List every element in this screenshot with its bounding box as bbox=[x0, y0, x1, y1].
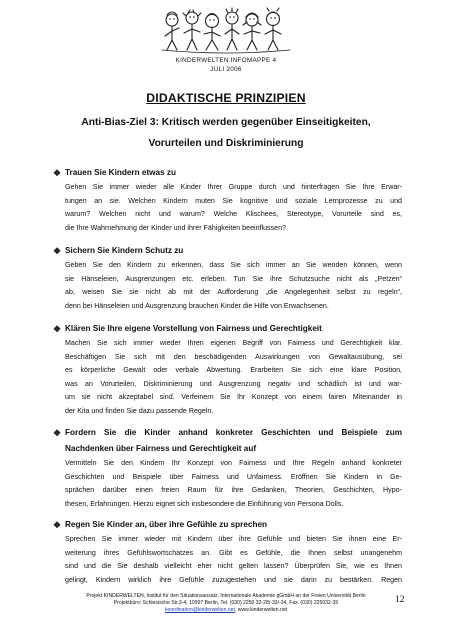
section-geschichten bbox=[53, 427, 402, 511]
diamond-bullet-icon: ❖ bbox=[53, 520, 62, 530]
section-body: Geben Sie den Kindern zu erkennen, dass Sie sich immer an Sie wenden können, wenn sie Hänseleien, Ausgrenzungen etc. erleben. Tun Sie ihre Schutzsuche nicht als „Petzen“ ab, weisen Sie sie nicht ab mit der Aufforderung „die Angelegenheit selbst zu regeln“, denn bei Hänseleien und Ausgrenzung brauchen Kinder die Hilfe von Erwachsenen. bbox=[65, 261, 402, 310]
subtitle-line-1: Anti-Bias-Ziel 3: Kritisch werden gegenüber Einseitigkeiten, bbox=[81, 117, 371, 128]
section-fairness bbox=[53, 323, 402, 419]
section-schutz bbox=[53, 245, 402, 313]
section-heading: ❖ Regen Sie Kinder an, über ihre Gefühle zu sprechen bbox=[53, 520, 268, 530]
section-gefuehle bbox=[53, 519, 402, 587]
section-heading: ❖ Trauen Sie Kindern etwas zu bbox=[53, 168, 177, 178]
footer-line-1: Projekt KINDERWELTEN, Institut für den Situationsansatz, Internationale Akademie gGmbH an der Freien Universität Berlin bbox=[86, 593, 366, 599]
footer-line-2: Projektbüro: Schlesische Str.3-4, 10997 Berlin, Tel. (030) 2250 32-28/-33/-34, Fax. (030) 225032-35 bbox=[113, 600, 339, 606]
section-heading: ❖ Sichern Sie Kindern Schutz zu bbox=[53, 246, 184, 256]
page-title: DIDAKTISCHE PRINZIPIEN bbox=[146, 91, 306, 105]
page-number: 12 bbox=[395, 595, 405, 605]
subtitle-line-2: Vorurteilen und Diskriminierung bbox=[148, 138, 304, 149]
footer-contact bbox=[0, 607, 452, 614]
section-heading: ❖ Klären Sie Ihre eigene Vorstellung von Fairness und Gerechtigkeit bbox=[53, 324, 322, 334]
section-trauen bbox=[53, 167, 402, 235]
diamond-bullet-icon: ❖ bbox=[53, 168, 62, 178]
date-label: JULI 2006 bbox=[210, 66, 242, 73]
section-heading: ❖ Fordern Sie die Kinder anhand konkreter Geschichten und Beispiele zum bbox=[53, 428, 402, 438]
infomappe-label: KINDERWELTEN INFOMAPPE 4 bbox=[175, 57, 277, 64]
kinderwelten-logo bbox=[158, 6, 294, 56]
diamond-bullet-icon: ❖ bbox=[53, 324, 62, 334]
footer-web[interactable]: , www.kinderwelten.net bbox=[234, 607, 288, 613]
section-heading-line-2: Nachdenken über Fairness und Gerechtigkeit auf bbox=[65, 444, 257, 453]
section-body: Gehen Sie immer wieder alle Kinder Ihrer Gruppe durch und hinterfragen Sie Ihre Erwar- tungen an sie. Welchen Kindern muten Sie kognitive und soziale Lernprozesse zu und warum? Welchen nicht und warum? Welche Klischees, Stereotype, Vorurteile sind es, die Ihre Wahrnehmung der Kinder und ihrer Fähigkeiten beeinflussen? bbox=[65, 183, 402, 232]
section-body: Sprechen Sie immer wieder mit Kindern über ihre Gefühle und bieten Sie ihnen eine Er- weiterung ihres Gefühlswortschatzes an. Gibt es Gefühle, die Ihnen selbst unangenehm sind und die Sie deshalb vielleicht eher nicht gelten lassen? Überprüfen Sie, wie es Ihnen gelingt, Kindern wirklich ihre Gefühle zuzugestehen und sie darin zu bestärken. Regen bbox=[65, 535, 402, 584]
section-body: Machen Sie sich immer wieder Ihren eigenen Begriff von Fairness und Gerechtigkeit klar. Beschäftigen Sie sich mit den beschädigenden Auswirkungen von Gewaltausübung, sei es körperliche Gewalt oder verbale Abwertung. Erarbeiten Sie sich eine klare Position, was an Vorurteilen, Diskriminierung und Ausgrenzung negativ und schädlich ist und war- um sie nicht akzeptabel sind. Verfeinern Sie Ihr Konzept von einem fairen Miteinander in der Kita und finden Sie dazu passende Regeln. bbox=[65, 339, 402, 415]
footer-email-link[interactable]: koordination@kinderwelten.net bbox=[164, 607, 235, 613]
section-body: Vermitteln Sie den Kindern Ihr Konzept von Fairness und Ihre Regeln anhand konkreter Geschichten und Beispiele über Fairness und Unfairness. Eröffnen Sie Kindern in Ge- sprächen darüber einen freien Raum für ihre Gedanken, Theorien, Geschichten, Hypo- thesen, Erfahrungen. Hierzu eignet sich insbesondere die Einführung von Persona Dolls. bbox=[65, 459, 402, 508]
diamond-bullet-icon: ❖ bbox=[53, 246, 62, 256]
diamond-bullet-icon: ❖ bbox=[53, 428, 62, 438]
